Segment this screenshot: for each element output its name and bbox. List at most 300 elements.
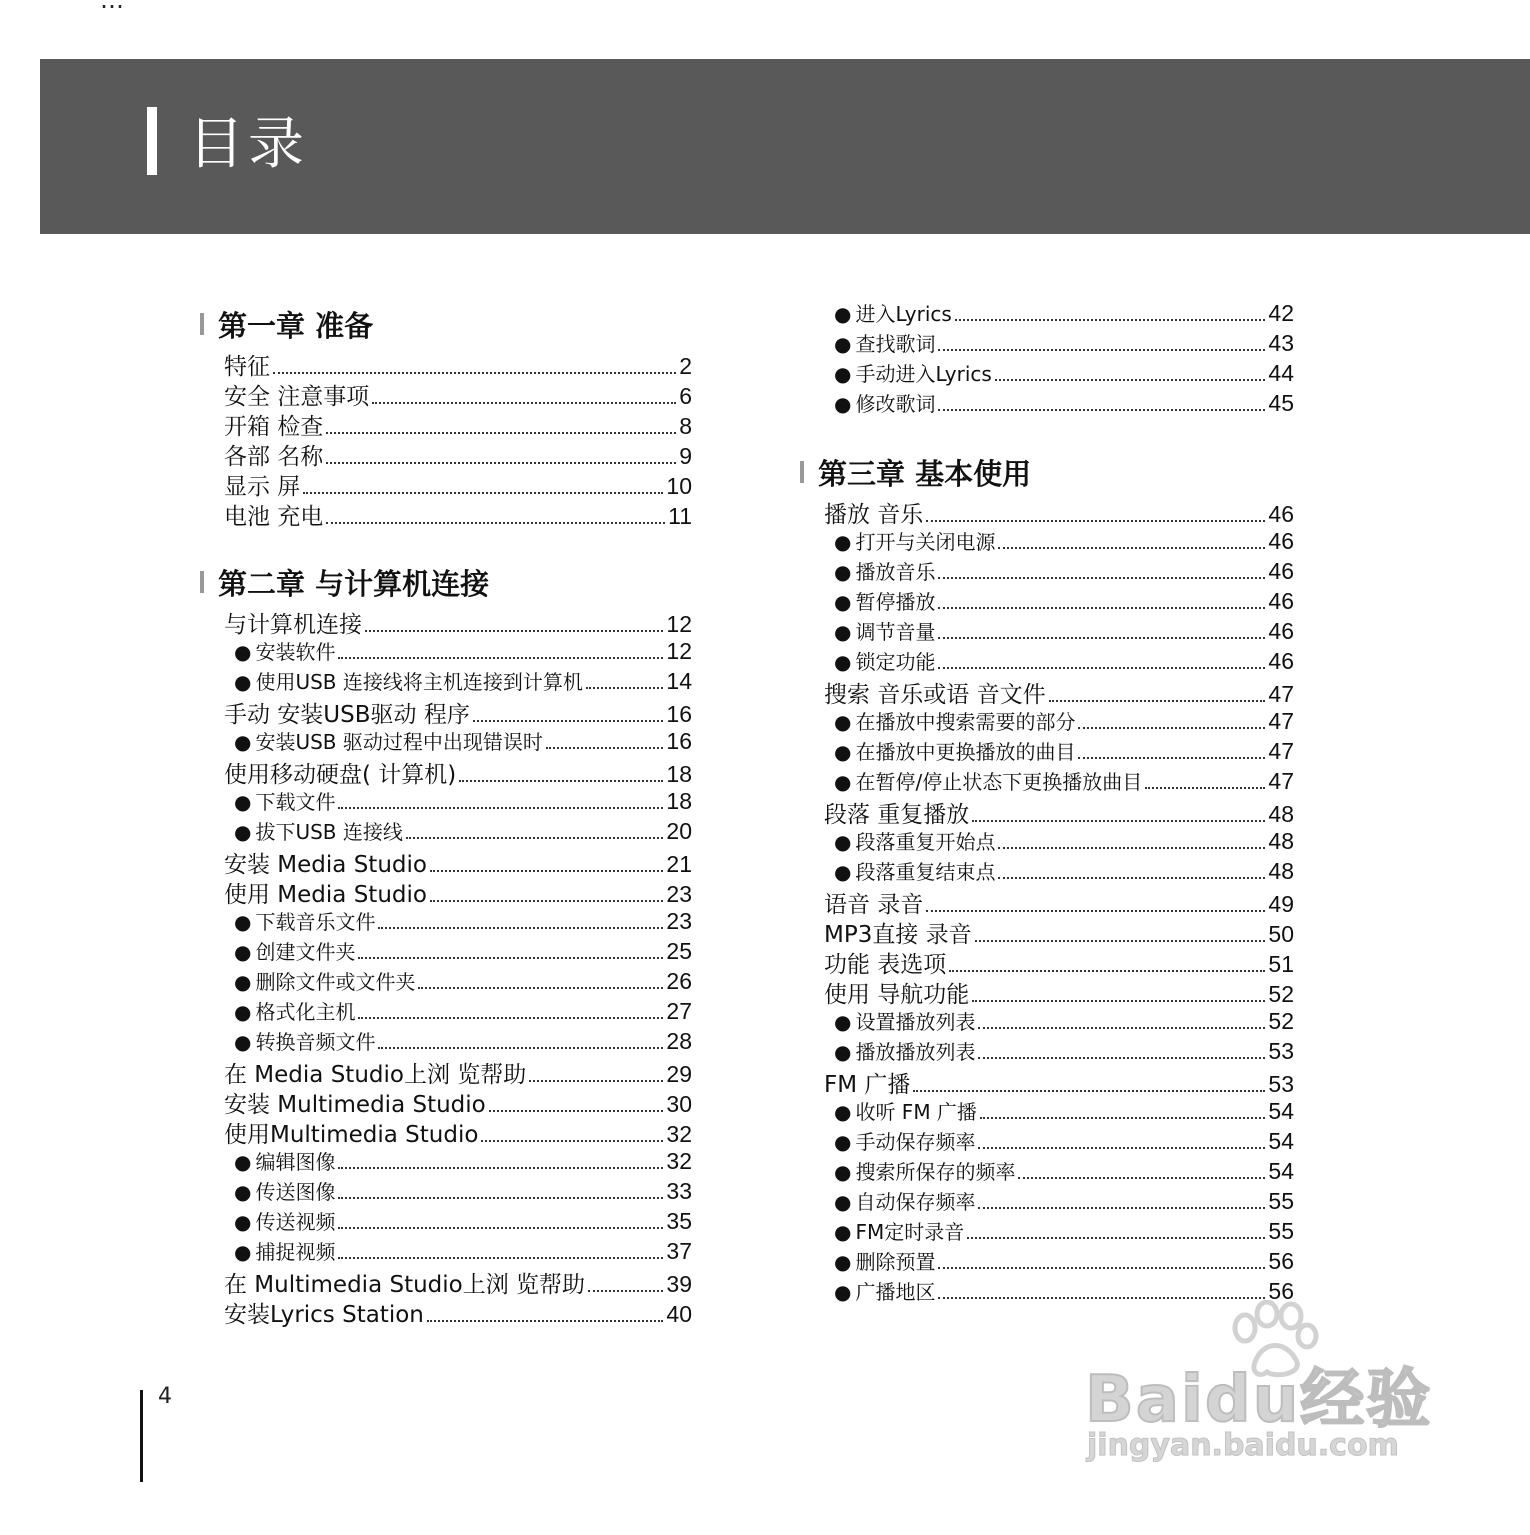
toc-page-number: 51 — [1268, 951, 1294, 977]
toc-entry — [200, 1266, 692, 1296]
bullet-icon: ● — [834, 1250, 852, 1274]
toc-subentry — [200, 966, 692, 996]
toc-page-number: 8 — [679, 413, 692, 439]
dot-leader — [972, 820, 1265, 822]
toc-entry — [200, 468, 692, 498]
bullet-icon: ● — [234, 730, 252, 754]
chapter-heading — [800, 448, 1294, 496]
toc-entry — [200, 1116, 692, 1146]
toc-label: 捕捉视频 — [255, 1240, 336, 1264]
bullet-icon: ● — [234, 1150, 252, 1174]
toc-entry — [800, 916, 1294, 946]
toc-label: 开箱 检查 — [224, 414, 324, 440]
toc-label: 使用 Media Studio — [224, 882, 427, 908]
toc-subentry — [800, 1006, 1294, 1036]
dot-leader — [529, 1080, 663, 1082]
toc-label: 下载文件 — [255, 790, 336, 814]
toc-entry — [800, 796, 1294, 826]
bullet-icon: ● — [834, 530, 852, 554]
bullet-icon: ● — [834, 830, 852, 854]
toc-label: 显示 屏 — [224, 474, 301, 500]
toc-page-number: 49 — [1268, 891, 1294, 917]
toc-page-number: 16 — [666, 728, 692, 754]
dot-leader — [326, 432, 676, 434]
dot-leader — [926, 910, 1265, 912]
bullet-icon: ● — [834, 710, 852, 734]
toc-subentry — [200, 1206, 692, 1236]
toc-label: 删除预置 — [855, 1250, 936, 1274]
dot-leader — [338, 657, 663, 659]
bullet-icon: ● — [834, 362, 852, 386]
toc-subentry — [800, 526, 1294, 556]
toc-page-number: 32 — [666, 1148, 692, 1174]
section-gap — [800, 418, 1294, 444]
dot-leader — [1145, 787, 1265, 789]
dot-leader — [998, 847, 1265, 849]
toc-label: 在 Multimedia Studio上浏 览帮助 — [224, 1272, 586, 1298]
dot-leader — [978, 1027, 1265, 1029]
toc-label: 功能 表选项 — [824, 952, 947, 978]
toc-page-number: 56 — [1268, 1278, 1294, 1304]
toc-subentry — [200, 1236, 692, 1266]
bullet-icon: ● — [834, 1100, 852, 1124]
toc-subentry — [200, 636, 692, 666]
toc-label: 传送视频 — [255, 1210, 336, 1234]
section-gap — [200, 528, 692, 554]
toc-page-number: 46 — [1268, 558, 1294, 584]
toc-entry — [800, 976, 1294, 1006]
toc-label: 搜索 音乐或语 音文件 — [824, 682, 1046, 708]
toc-label: 查找歌词 — [855, 332, 936, 356]
dot-leader — [273, 372, 676, 374]
dot-leader — [326, 462, 676, 464]
toc-label: 手动 安装USB驱动 程序 — [224, 702, 470, 728]
chapter-marker — [200, 571, 204, 593]
dot-leader — [546, 747, 664, 749]
chapter-title: 第一章 准备 — [218, 308, 374, 343]
toc-entry — [200, 1086, 692, 1116]
toc-entry — [800, 676, 1294, 706]
toc-label: 使用移动硬盘( 计算机) — [224, 762, 457, 788]
toc-label: 段落 重复播放 — [824, 802, 970, 828]
toc-left-column — [200, 296, 692, 1326]
toc-label: 安装软件 — [255, 640, 336, 664]
dot-leader — [459, 780, 663, 782]
toc-page-number: 52 — [1268, 1008, 1294, 1034]
bullet-icon: ● — [234, 1030, 252, 1054]
toc-entry — [200, 498, 692, 528]
toc-page-number: 25 — [666, 938, 692, 964]
toc-label: 安装USB 驱动过程中出现错误时 — [255, 730, 543, 754]
toc-subentry — [200, 996, 692, 1026]
dot-leader — [418, 987, 663, 989]
dot-leader — [949, 970, 1265, 972]
chapter-title: 第三章 基本使用 — [818, 456, 1032, 491]
dot-leader — [338, 1197, 663, 1199]
toc-page-number: 30 — [666, 1091, 692, 1117]
toc-label: 与计算机连接 — [224, 612, 362, 638]
dot-leader — [913, 1090, 1265, 1092]
toc-label: 格式化主机 — [255, 1000, 356, 1024]
bullet-icon: ● — [834, 1160, 852, 1184]
dot-leader — [303, 492, 663, 494]
toc-page-number: 46 — [1268, 528, 1294, 554]
toc-page-number: 54 — [1268, 1158, 1294, 1184]
toc-subentry — [800, 298, 1294, 328]
toc-page-number: 54 — [1268, 1128, 1294, 1154]
watermark-url: jingyan.baidu.com — [1087, 1428, 1399, 1463]
toc-page-number: 52 — [1268, 981, 1294, 1007]
toc-page-number: 46 — [1268, 588, 1294, 614]
toc-page-number: 46 — [1268, 648, 1294, 674]
toc-label: 进入Lyrics — [855, 302, 952, 326]
toc-page-number: 16 — [666, 701, 692, 727]
dot-leader — [430, 900, 663, 902]
toc-subentry — [800, 1246, 1294, 1276]
toc-label: 传送图像 — [255, 1180, 336, 1204]
toc-page-number: 47 — [1268, 681, 1294, 707]
toc-subentry — [800, 736, 1294, 766]
bullet-icon: ● — [234, 1240, 252, 1264]
dot-leader — [1078, 727, 1265, 729]
toc-subentry — [200, 1176, 692, 1206]
dot-leader — [365, 630, 663, 632]
toc-subentry — [800, 556, 1294, 586]
toc-entry — [200, 408, 692, 438]
toc-label: 收听 FM 广播 — [855, 1100, 977, 1124]
toc-label: FM 广播 — [824, 1072, 911, 1098]
toc-label: 各部 名称 — [224, 444, 324, 470]
toc-label: 段落重复结束点 — [855, 860, 996, 884]
dot-leader — [1018, 1177, 1265, 1179]
toc-page-number: 18 — [666, 761, 692, 787]
toc-page-number: 12 — [666, 638, 692, 664]
bullet-icon: ● — [834, 1130, 852, 1154]
bullet-icon: ● — [834, 620, 852, 644]
dot-leader — [972, 1000, 1265, 1002]
dot-leader — [489, 1110, 664, 1112]
toc-label: 广播地区 — [855, 1280, 936, 1304]
chapter-marker — [800, 461, 804, 483]
bullet-icon: ● — [234, 940, 252, 964]
dot-leader — [978, 1147, 1265, 1149]
toc-subentry — [800, 388, 1294, 418]
dot-leader — [378, 927, 663, 929]
toc-subentry — [800, 1096, 1294, 1126]
toc-subentry — [200, 726, 692, 756]
bullet-icon: ● — [834, 1010, 852, 1034]
toc-page-number: 54 — [1268, 1098, 1294, 1124]
toc-label: 编辑图像 — [255, 1150, 336, 1174]
toc-label: 安全 注意事项 — [224, 384, 370, 410]
toc-label: 修改歌词 — [855, 392, 936, 416]
toc-subentry — [200, 786, 692, 816]
bullet-icon: ● — [234, 1210, 252, 1234]
toc-page-number: 47 — [1268, 708, 1294, 734]
bullet-icon: ● — [234, 790, 252, 814]
dot-leader — [978, 1057, 1265, 1059]
toc-label: 在播放中更换播放的曲目 — [855, 740, 1076, 764]
bullet-icon: ● — [234, 1180, 252, 1204]
bullet-icon: ● — [834, 1190, 852, 1214]
toc-label: 下载音乐文件 — [255, 910, 376, 934]
dot-leader — [938, 1267, 1265, 1269]
toc-label: FM定时录音 — [855, 1220, 965, 1244]
toc-entry — [200, 348, 692, 378]
page-title: 目录 — [188, 112, 308, 177]
dot-leader — [980, 1117, 1265, 1119]
toc-entry — [200, 378, 692, 408]
toc-page-number: 37 — [666, 1238, 692, 1264]
bullet-icon: ● — [234, 820, 252, 844]
toc-page-number: 47 — [1268, 738, 1294, 764]
toc-page-number: 14 — [666, 668, 692, 694]
dot-leader — [588, 1290, 663, 1292]
toc-page-number: 10 — [666, 473, 692, 499]
bullet-icon: ● — [234, 670, 252, 694]
dot-leader — [427, 1320, 664, 1322]
toc-label: MP3直接 录音 — [824, 922, 972, 948]
toc-entry — [200, 438, 692, 468]
bullet-icon: ● — [834, 650, 852, 674]
toc-page-number: 53 — [1268, 1071, 1294, 1097]
toc-page-number: 46 — [1268, 618, 1294, 644]
dot-leader — [481, 1140, 663, 1142]
bullet-icon: ● — [834, 1040, 852, 1064]
dot-leader — [938, 607, 1265, 609]
toc-label: 语音 录音 — [824, 892, 924, 918]
toc-page-number: 20 — [666, 818, 692, 844]
toc-subentry — [800, 616, 1294, 646]
toc-subentry — [800, 856, 1294, 886]
dot-leader — [338, 1227, 663, 1229]
toc-label: 在暂停/停止状态下更换播放曲目 — [855, 770, 1143, 794]
toc-page-number: 32 — [666, 1121, 692, 1147]
toc-entry — [800, 496, 1294, 526]
bullet-icon: ● — [834, 1280, 852, 1304]
toc-subentry — [800, 1126, 1294, 1156]
toc-page-number: 47 — [1268, 768, 1294, 794]
toc-page-number: 12 — [666, 611, 692, 637]
toc-page-number: 55 — [1268, 1188, 1294, 1214]
toc-label: 电池 充电 — [224, 504, 324, 530]
toc-label: 播放播放列表 — [855, 1040, 976, 1064]
toc-page-number: 53 — [1268, 1038, 1294, 1064]
toc-subentry — [200, 816, 692, 846]
toc-subentry — [800, 358, 1294, 388]
top-strip-text: … — [100, 0, 130, 14]
dot-leader — [926, 520, 1265, 522]
dot-leader — [938, 1297, 1265, 1299]
toc-page-number: 33 — [666, 1178, 692, 1204]
bullet-icon: ● — [234, 970, 252, 994]
toc-subentry — [800, 1036, 1294, 1066]
toc-label: 自动保存频率 — [855, 1190, 976, 1214]
bullet-icon: ● — [834, 560, 852, 584]
toc-label: 暂停播放 — [855, 590, 936, 614]
toc-label: 手动进入Lyrics — [855, 362, 992, 386]
bullet-icon: ● — [834, 392, 852, 416]
chapter-heading — [200, 558, 692, 606]
chapter-title: 第二章 与计算机连接 — [218, 566, 490, 601]
toc-page-number: 43 — [1268, 330, 1294, 356]
bullet-icon: ● — [834, 590, 852, 614]
toc-label: 创建文件夹 — [255, 940, 356, 964]
dot-leader — [938, 667, 1265, 669]
toc-subentry — [200, 666, 692, 696]
toc-subentry — [800, 586, 1294, 616]
toc-subentry — [800, 1156, 1294, 1186]
dot-leader — [586, 687, 664, 689]
bullet-icon: ● — [234, 910, 252, 934]
toc-entry — [200, 1056, 692, 1086]
toc-page-number: 39 — [666, 1271, 692, 1297]
bullet-icon: ● — [834, 302, 852, 326]
toc-label: 特征 — [224, 354, 270, 380]
dot-leader — [378, 1047, 663, 1049]
page-number: 4 — [158, 1384, 172, 1409]
toc-label: 设置播放列表 — [855, 1010, 976, 1034]
toc-page-number: 48 — [1268, 801, 1294, 827]
toc-entry — [200, 756, 692, 786]
toc-label: 在播放中搜索需要的部分 — [855, 710, 1076, 734]
toc-page-number: 46 — [1268, 501, 1294, 527]
toc-label: 搜索所保存的频率 — [855, 1160, 1016, 1184]
dot-leader — [978, 1207, 1265, 1209]
toc-subentry — [200, 936, 692, 966]
toc-entry — [200, 1296, 692, 1326]
toc-entry — [200, 606, 692, 636]
toc-page-number: 28 — [666, 1028, 692, 1054]
toc-page-number: 55 — [1268, 1218, 1294, 1244]
baidu-watermark — [1085, 1300, 1445, 1480]
toc-page-number: 45 — [1268, 390, 1294, 416]
toc-page-number: 23 — [666, 881, 692, 907]
bullet-icon: ● — [834, 332, 852, 356]
dot-leader — [955, 319, 1266, 321]
dot-leader — [338, 807, 663, 809]
toc-label: 播放 音乐 — [824, 502, 924, 528]
toc-page-number: 23 — [666, 908, 692, 934]
dot-leader — [406, 837, 664, 839]
toc-subentry — [800, 706, 1294, 736]
bullet-icon: ● — [834, 860, 852, 884]
toc-page-number: 6 — [679, 383, 692, 409]
dot-leader — [938, 409, 1265, 411]
toc-page-number: 29 — [666, 1061, 692, 1087]
header-accent-bar — [147, 107, 157, 175]
bullet-icon: ● — [234, 640, 252, 664]
dot-leader — [938, 349, 1265, 351]
toc-page-number: 21 — [666, 851, 692, 877]
toc-page-number: 40 — [666, 1301, 692, 1327]
toc-label: 安装 Multimedia Studio — [224, 1092, 486, 1118]
bullet-icon: ● — [834, 1220, 852, 1244]
toc-label: 打开与关闭电源 — [855, 530, 996, 554]
toc-subentry — [800, 328, 1294, 358]
toc-entry — [200, 876, 692, 906]
dot-leader — [358, 1017, 663, 1019]
chapter-marker — [200, 313, 204, 335]
toc-subentry — [200, 1146, 692, 1176]
dot-leader — [998, 547, 1265, 549]
toc-right-column — [800, 298, 1294, 1306]
dot-leader — [1049, 700, 1266, 702]
toc-label: 锁定功能 — [855, 650, 936, 674]
toc-label: 播放音乐 — [855, 560, 936, 584]
toc-subentry — [200, 906, 692, 936]
toc-page-number: 42 — [1268, 300, 1294, 326]
toc-entry — [200, 846, 692, 876]
dot-leader — [938, 577, 1265, 579]
dot-leader — [358, 957, 663, 959]
toc-page-number: 48 — [1268, 858, 1294, 884]
toc-page-number: 26 — [666, 968, 692, 994]
toc-label: 调节音量 — [855, 620, 936, 644]
toc-page-number: 50 — [1268, 921, 1294, 947]
bullet-icon: ● — [234, 1000, 252, 1024]
toc-page-number: 9 — [679, 443, 692, 469]
toc-label: 使用 导航功能 — [824, 982, 970, 1008]
toc-label: 使用Multimedia Studio — [224, 1122, 479, 1148]
toc-page-number: 56 — [1268, 1248, 1294, 1274]
toc-page-number: 11 — [668, 503, 692, 529]
toc-subentry — [800, 826, 1294, 856]
toc-entry — [800, 1066, 1294, 1096]
toc-subentry — [800, 1186, 1294, 1216]
toc-subentry — [800, 766, 1294, 796]
dot-leader — [998, 877, 1265, 879]
toc-page-number: 2 — [679, 353, 692, 379]
toc-entry — [800, 886, 1294, 916]
watermark-brand: Baidu经验 — [1085, 1363, 1433, 1437]
dot-leader — [938, 637, 1265, 639]
toc-label: 删除文件或文件夹 — [255, 970, 416, 994]
bullet-icon: ● — [834, 740, 852, 764]
dot-leader — [995, 379, 1266, 381]
toc-label: 使用USB 连接线将主机连接到计算机 — [255, 670, 583, 694]
dot-leader — [372, 402, 676, 404]
toc-subentry — [200, 1026, 692, 1056]
bullet-icon: ● — [834, 770, 852, 794]
toc-page-number: 35 — [666, 1208, 692, 1234]
toc-label: 安装 Media Studio — [224, 852, 427, 878]
toc-entry — [800, 946, 1294, 976]
toc-label: 手动保存频率 — [855, 1130, 976, 1154]
toc-label: 段落重复开始点 — [855, 830, 996, 854]
toc-page-number: 18 — [666, 788, 692, 814]
dot-leader — [430, 870, 663, 872]
footer-bar — [140, 1390, 143, 1482]
toc-subentry — [800, 646, 1294, 676]
toc-page-number: 44 — [1268, 360, 1294, 386]
dot-leader — [338, 1257, 663, 1259]
toc-label: 安装Lyrics Station — [224, 1302, 424, 1328]
dot-leader — [967, 1237, 1265, 1239]
toc-label: 拔下USB 连接线 — [255, 820, 403, 844]
toc-subentry — [800, 1216, 1294, 1246]
toc-label: 转换音频文件 — [255, 1030, 376, 1054]
dot-leader — [975, 940, 1266, 942]
dot-leader — [338, 1167, 663, 1169]
chapter-heading — [200, 300, 692, 348]
dot-leader — [473, 720, 664, 722]
toc-entry — [200, 696, 692, 726]
toc-page-number: 27 — [666, 998, 692, 1024]
toc-label: 在 Media Studio上浏 览帮助 — [224, 1062, 527, 1088]
toc-page-number: 48 — [1268, 828, 1294, 854]
dot-leader — [1078, 757, 1265, 759]
